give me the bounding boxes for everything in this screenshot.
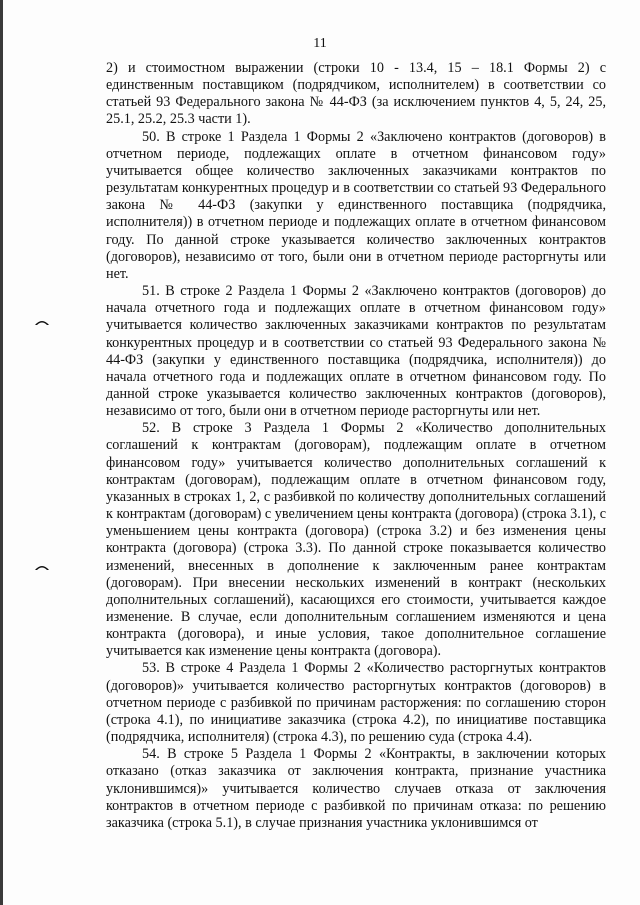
paragraph-53: 53. В строке 4 Раздела 1 Формы 2 «Количество расторгнутых контрактов (договоров)» учитывается количество расторгнутых контрактов (договоров) в отчетном периоде с разбивкой по причинам расторжения: по соглашению сторон (строка 4.1), по инициативе заказчика (строка 4.2), по инициативе поставщика (подрядчика, исполнителя) (строка 4.3), по решению суда (строка 4.4). — [106, 660, 606, 746]
scan-edge — [0, 0, 3, 905]
paragraph-51: 51. В строке 2 Раздела 1 Формы 2 «Заключено контрактов (договоров) до начала отчетного года и подлежащих оплате в отчетном финансовом году» учитывается количество заключенных заказчиками контрактов по результатам конкурентных процедур и в соответствии со статьей 93 Федерального закона № 44-ФЗ (закупки у единственного поставщика (подрядчика, исполнителя)) до начала отчетного года и подлежащих оплате в отчетном финансовом году. По данной строке указывается количество заключенных контрактов (договоров), независимо от того, были они в отчетном периоде расторгнуты или нет. — [106, 283, 606, 420]
page-number: 11 — [313, 36, 327, 51]
paragraph-52: 52. В строке 3 Раздела 1 Формы 2 «Количество дополнительных соглашений к контрактам (договорам), подлежащим оплате в отчетном финансовом году» учитывается количество дополнительных соглашений к контрактам (договорам), подлежащим оплате в отчетном финансовом году, указанных в строках 1, 2, с разбивкой по количеству дополнительных соглашений к контрактам (договорам) с увеличением цены контракта (договора) (строка 3.1), с уменьшением цены контракта (договора) (строка 3.2) и без изменения цены контракта (договора) (строка 3.3). По данной строке показывается количество изменений, внесенных в дополнение к заключенным ранее контрактам (договорам). При внесении нескольких изменений в контракт (нескольких дополнительных соглашений), касающихся его стоимости, учитывается каждое изменение. В случае, если дополнительным соглашением изменяются и цена контракта (договора), и иные условия, такое дополнительное соглашение учитывается как изменение цены контракта (договора). — [106, 420, 606, 660]
paragraph-50: 50. В строке 1 Раздела 1 Формы 2 «Заключено контрактов (договоров) в отчетном периоде, подлежащих оплате в отчетном финансовом году» учитывается общее количество заключенных заказчиками контрактов по результатам конкурентных процедур и в соответствии со статьей 93 Федерального закона № 44-ФЗ (закупки у единственного поставщика (подрядчика, исполнителя)) в отчетном периоде и подлежащих оплате в отчетном финансовом году. По данной строке указывается количество заключенных контрактов (договоров), независимо от того, были они в отчетном периоде расторгнуты или нет. — [106, 128, 606, 282]
paragraph-continued: 2) и стоимостном выражении (строки 10 - 13.4, 15 – 18.1 Формы 2) с единственным поставщиком (подрядчиком, исполнителем) в соответствии со статьей 93 Федерального закона № 44-ФЗ (за исключением пунктов 4, 5, 24, 25, 25.1, 25.2, 25.3 части 1). — [106, 60, 606, 128]
binding-hole-mark-icon — [34, 563, 50, 571]
binding-hole-mark-icon — [34, 318, 50, 326]
paragraph-54: 54. В строке 5 Раздела 1 Формы 2 «Контракты, в заключении которых отказано (отказ заказчика от заключения контракта, признание участника уклонившимся)» учитывается количество случаев отказа от заключения контрактов в отчетном периоде с разбивкой по причинам отказа: по решению заказчика (строка 5.1), в случае признания участника уклонившимся от — [106, 746, 606, 831]
document-body — [106, 60, 606, 832]
